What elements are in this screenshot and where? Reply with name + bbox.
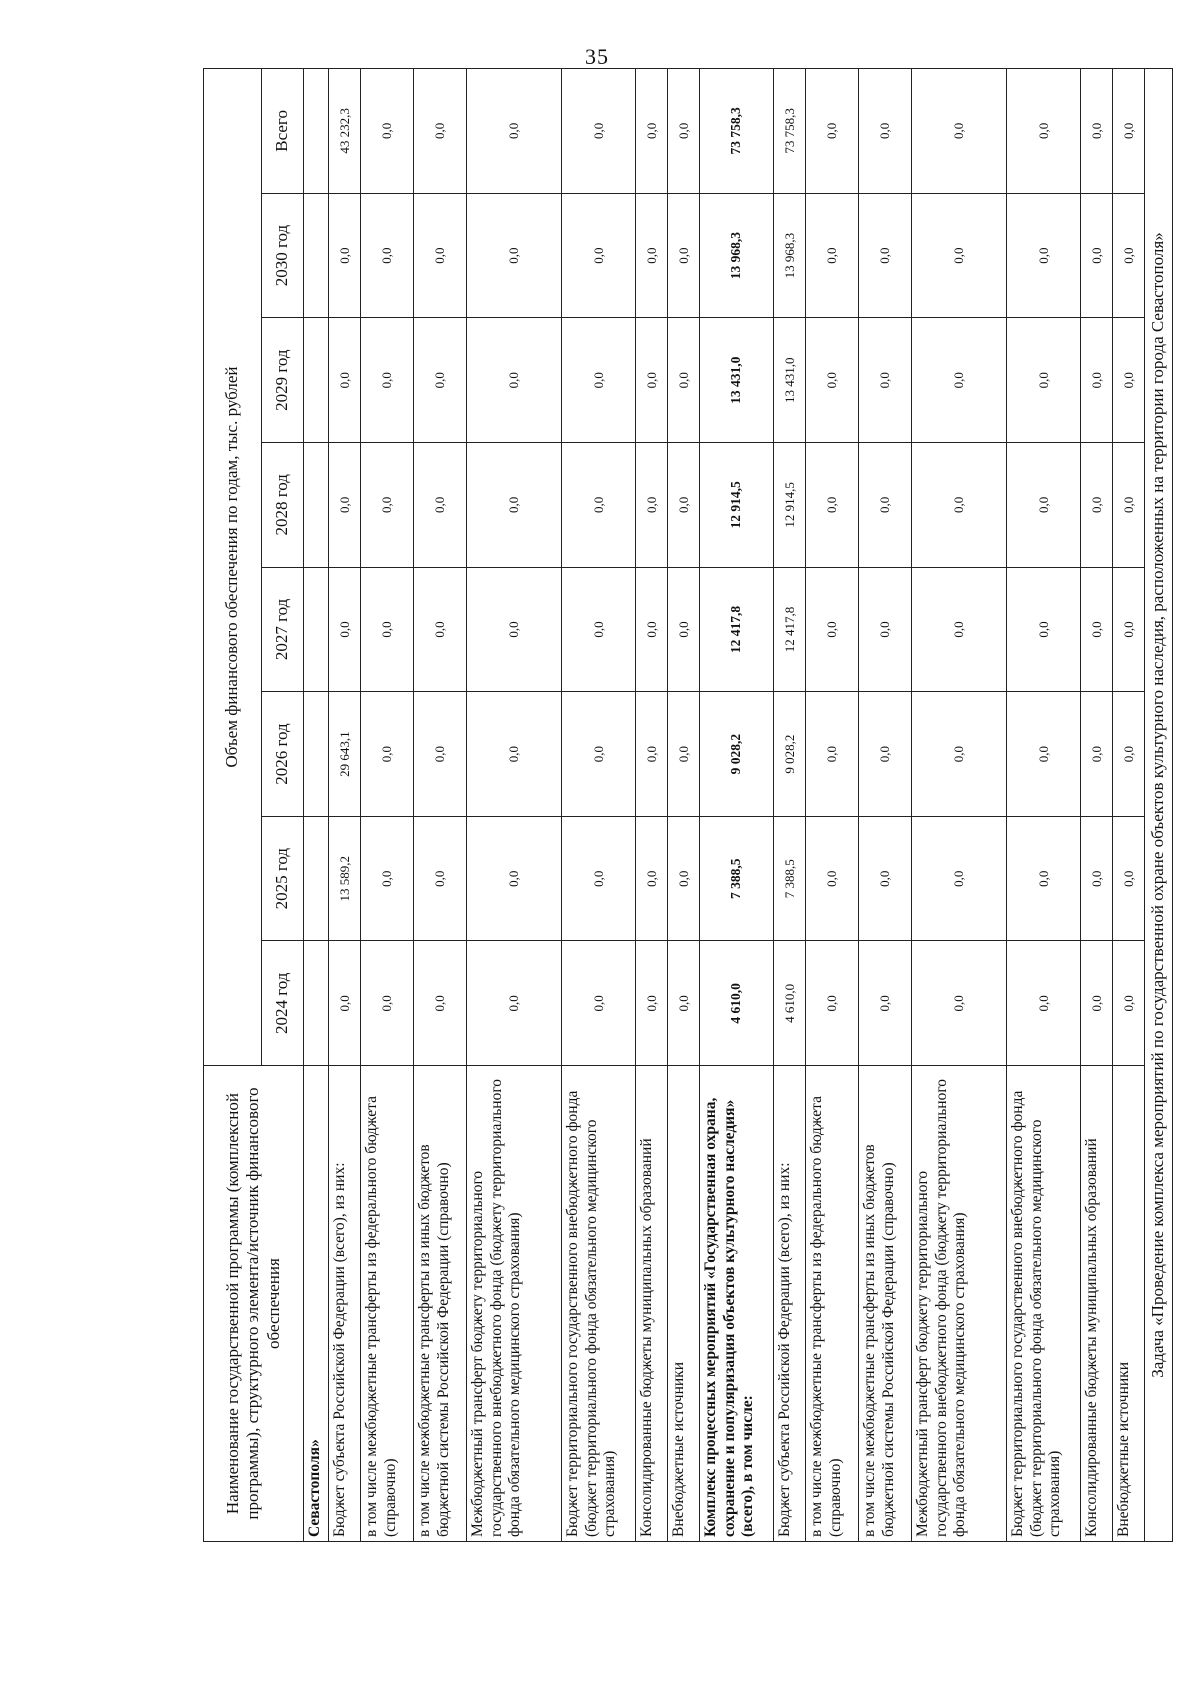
row-value: 0,0 [414,816,467,941]
table-body [304,69,1173,1542]
row-value: 0,0 [467,941,562,1066]
row-value: 0,0 [467,443,562,568]
row-value [304,318,329,443]
row-value: 0,0 [361,567,414,692]
table-row [304,69,329,1542]
table-row [668,69,700,1542]
row-value: 0,0 [562,816,636,941]
row-value: 0,0 [414,692,467,817]
year-header: 2028 год [262,443,304,568]
row-value [304,567,329,692]
row-value: 0,0 [668,193,700,318]
row-value [304,193,329,318]
row-value: 0,0 [1081,443,1113,568]
row-label: Консолидированные бюджеты муниципальных образований [636,1066,668,1542]
row-value: 0,0 [1113,318,1145,443]
row-value: 0,0 [668,69,700,194]
header-row-group [204,69,262,1542]
year-header: 2027 год [262,567,304,692]
row-value: 0,0 [1113,443,1145,568]
row-value: 0,0 [361,443,414,568]
row-value: 0,0 [912,941,1007,1066]
table-row [912,69,1007,1542]
row-value: 0,0 [329,193,361,318]
row-value: 0,0 [414,567,467,692]
row-value: 0,0 [806,816,859,941]
row-value: 0,0 [1081,567,1113,692]
row-value: 0,0 [806,69,859,194]
row-value: 0,0 [1081,318,1113,443]
task-row [1145,69,1173,1542]
row-value: 0,0 [414,941,467,1066]
row-value: 0,0 [1007,69,1081,194]
year-header: 2025 год [262,816,304,941]
row-value: 0,0 [912,816,1007,941]
year-header: 2026 год [262,692,304,817]
year-header: 2024 год [262,941,304,1066]
table-row [859,69,912,1542]
row-value: 9 028,2 [774,692,806,817]
row-value: 0,0 [467,816,562,941]
row-value: 0,0 [636,69,668,194]
row-label: Бюджет субъекта Российской Федерации (всего), из них: [774,1066,806,1542]
row-value: 9 028,2 [700,692,774,817]
row-label: Консолидированные бюджеты муниципальных образований [1081,1066,1113,1542]
row-value: 0,0 [1113,567,1145,692]
row-value: 0,0 [467,193,562,318]
row-value: 7 388,5 [774,816,806,941]
financing-table [203,68,1173,1542]
row-value: 13 589,2 [329,816,361,941]
row-value: 73 758,3 [774,69,806,194]
row-value: 0,0 [636,941,668,1066]
row-value: 0,0 [806,941,859,1066]
row-value: 0,0 [1007,193,1081,318]
row-value: 0,0 [859,941,912,1066]
row-label: в том числе межбюджетные трансферты из иных бюджетов бюджетной системы Российской Федерации (справочно) [414,1066,467,1542]
row-value: 0,0 [668,941,700,1066]
table-row [1007,69,1081,1542]
row-value: 0,0 [636,816,668,941]
row-value: 0,0 [859,69,912,194]
row-value: 0,0 [1113,941,1145,1066]
row-value: 0,0 [859,567,912,692]
row-value: 0,0 [668,567,700,692]
name-column-header: Наименование государственной программы (комплексной программы), структурного элемента/источник финансового обеспечения [204,1066,304,1542]
row-value: 12 417,8 [700,567,774,692]
row-value: 13 431,0 [774,318,806,443]
table-row [329,69,361,1542]
row-value: 0,0 [467,692,562,817]
row-value: 0,0 [1007,567,1081,692]
row-value: 0,0 [912,692,1007,817]
year-header: 2029 год [262,318,304,443]
row-value: 0,0 [1081,193,1113,318]
row-label: Севастополя» [304,1066,329,1542]
table-row [774,69,806,1542]
row-value: 0,0 [361,692,414,817]
row-value: 0,0 [912,567,1007,692]
row-value: 0,0 [806,318,859,443]
row-value: 0,0 [562,567,636,692]
row-value: 43 232,3 [329,69,361,194]
row-value: 0,0 [806,443,859,568]
row-value: 0,0 [912,69,1007,194]
row-value: 0,0 [668,692,700,817]
row-value [304,443,329,568]
row-value: 0,0 [668,318,700,443]
row-value [304,69,329,194]
row-label: Бюджет территориального государственного внебюджетного фонда (бюджет территориального фонда обязательного медицинского страхования) [562,1066,636,1542]
row-value: 0,0 [361,193,414,318]
row-value: 0,0 [1113,692,1145,817]
row-value: 0,0 [361,69,414,194]
row-value: 0,0 [361,318,414,443]
row-label: Бюджет субъекта Российской Федерации (всего), из них: [329,1066,361,1542]
row-value: 0,0 [1007,318,1081,443]
row-label: Внебюджетные источники [1113,1066,1145,1542]
row-value: 4 610,0 [700,941,774,1066]
row-value: 7 388,5 [700,816,774,941]
row-value: 0,0 [1007,941,1081,1066]
row-label: Межбюджетный трансферт бюджету территориального государственного внебюджетного фонда (бюджету территориального фонда обязательного медицинского страхования) [912,1066,1007,1542]
row-value: 0,0 [467,69,562,194]
row-value: 0,0 [668,443,700,568]
row-value: 0,0 [1007,816,1081,941]
year-header: 2030 год [262,193,304,318]
row-value: 12 914,5 [774,443,806,568]
row-value: 0,0 [562,443,636,568]
row-value: 0,0 [467,318,562,443]
row-value [304,816,329,941]
row-value: 0,0 [636,193,668,318]
row-value: 0,0 [467,567,562,692]
row-label: в том числе межбюджетные трансферты из иных бюджетов бюджетной системы Российской Федерации (справочно) [859,1066,912,1542]
row-value: 0,0 [1081,69,1113,194]
row-value: 13 968,3 [700,193,774,318]
table-row [361,69,414,1542]
row-value: 0,0 [636,318,668,443]
table-row [1113,69,1145,1542]
row-label: Внебюджетные источники [668,1066,700,1542]
row-value: 0,0 [859,193,912,318]
row-value: 4 610,0 [774,941,806,1066]
row-value: 0,0 [562,193,636,318]
table-row [467,69,562,1542]
year-header: Всего [262,69,304,194]
row-value: 0,0 [636,443,668,568]
funding-group-header: Объем финансового обеспечения по годам, тыс. рублей [204,69,262,1066]
row-value: 0,0 [806,567,859,692]
row-value: 0,0 [414,443,467,568]
row-value: 0,0 [859,692,912,817]
table-row [414,69,467,1542]
task-title: Задача «Проведение комплекса мероприятий по государственной охране объектов культурного наследия, расположенных на территории города Севастополя» [1145,69,1173,1542]
row-value: 0,0 [329,318,361,443]
row-value: 0,0 [361,941,414,1066]
row-value: 0,0 [859,816,912,941]
table-row [562,69,636,1542]
row-value: 0,0 [1113,69,1145,194]
row-value: 0,0 [668,816,700,941]
row-value: 0,0 [859,318,912,443]
row-value: 73 758,3 [700,69,774,194]
row-value: 12 417,8 [774,567,806,692]
row-value: 0,0 [859,443,912,568]
row-value: 13 968,3 [774,193,806,318]
row-label: в том числе межбюджетные трансферты из федерального бюджета (справочно) [806,1066,859,1542]
row-value: 0,0 [1081,816,1113,941]
row-value: 0,0 [806,193,859,318]
row-label: в том числе межбюджетные трансферты из федерального бюджета (справочно) [361,1066,414,1542]
row-value: 0,0 [912,443,1007,568]
row-value: 0,0 [912,193,1007,318]
row-value: 12 914,5 [700,443,774,568]
row-value: 0,0 [361,816,414,941]
row-value: 0,0 [414,69,467,194]
row-value: 0,0 [562,69,636,194]
row-value: 13 431,0 [700,318,774,443]
row-value: 0,0 [806,692,859,817]
row-value: 0,0 [636,567,668,692]
row-value: 0,0 [562,318,636,443]
row-value: 0,0 [1007,443,1081,568]
row-value: 0,0 [1113,193,1145,318]
row-value: 0,0 [414,193,467,318]
row-label: Межбюджетный трансферт бюджету территориального государственного внебюджетного фонда (бюджету территориального фонда обязательного медицинского страхования) [467,1066,562,1542]
row-value: 0,0 [562,692,636,817]
row-value: 0,0 [1007,692,1081,817]
row-value: 0,0 [329,941,361,1066]
row-value: 0,0 [912,318,1007,443]
row-value [304,692,329,817]
table-row [1081,69,1113,1542]
row-value: 0,0 [562,941,636,1066]
row-value: 0,0 [414,318,467,443]
row-label: Бюджет территориального государственного внебюджетного фонда (бюджет территориального фонда обязательного медицинского страхования) [1007,1066,1081,1542]
table-row [806,69,859,1542]
row-value: 0,0 [329,443,361,568]
row-value: 0,0 [329,567,361,692]
table-row [636,69,668,1542]
page-number: 35 [585,44,609,69]
row-value: 0,0 [1081,692,1113,817]
row-value: 0,0 [1081,941,1113,1066]
row-value: 0,0 [1113,816,1145,941]
row-value: 0,0 [636,692,668,817]
row-label: Комплекс процессных мероприятий «Государственная охрана, сохранение и популяризация объектов культурного наследия» (всего), в том числе: [700,1066,774,1542]
table-row [700,69,774,1542]
rotated-table-container [203,68,1168,1542]
row-value [304,941,329,1066]
row-value: 29 643,1 [329,692,361,817]
